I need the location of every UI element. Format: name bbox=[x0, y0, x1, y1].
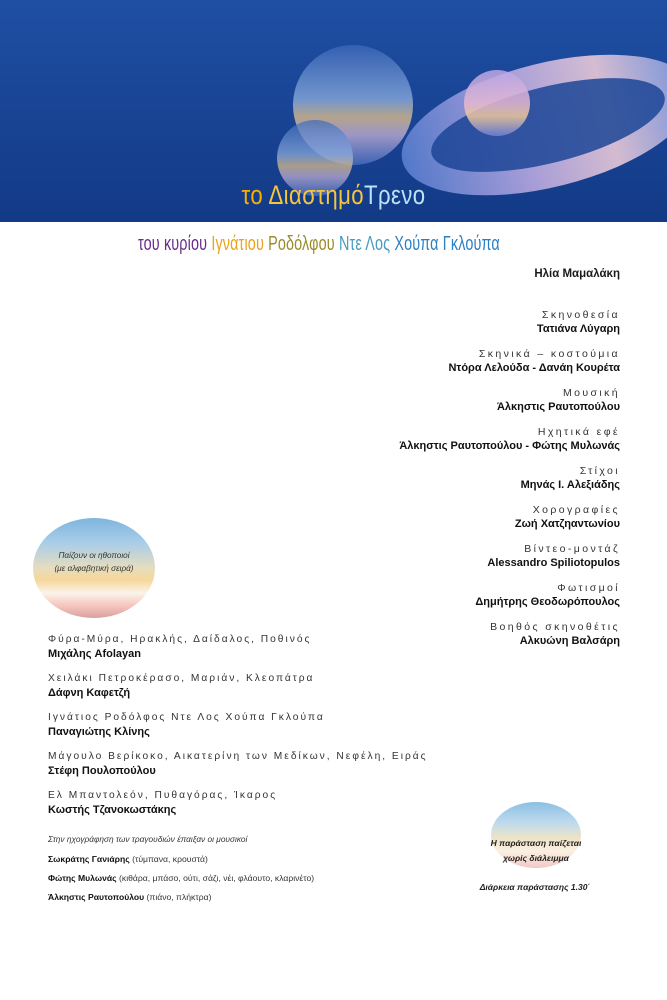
credit-person: Alessandro Spiliotopulos bbox=[487, 557, 620, 569]
credit-item bbox=[200, 386, 620, 415]
subtitle-part-2: Ιγνάτιου bbox=[211, 233, 264, 255]
cast-roles: Φύρα-Μύρα, Ηρακλής, Δαίδαλος, Ποθινός bbox=[48, 634, 312, 645]
cast-actor: Μιχάλης Afolayan bbox=[48, 648, 141, 660]
credit-role: Βίντεο-μοντάζ bbox=[524, 543, 620, 555]
credit-role: Ηχητικά εφέ bbox=[537, 426, 620, 438]
cast-roles: Μάγουλο Βερίκοκο, Αικατερίνη των Μεδίκων, Νεφέλη, Ειράς bbox=[48, 751, 428, 762]
cast-actor: Κωστής Τζανοκωστάκης bbox=[48, 804, 177, 816]
pink-bubble-shape bbox=[464, 70, 530, 136]
musician-name: Σωκράτης Γανιάρης bbox=[48, 854, 130, 864]
title-part-1: το bbox=[241, 180, 264, 210]
cast-heading-line-1: Παίζουν οι ηθοποιοί bbox=[58, 551, 130, 560]
cast-actor: Παναγιώτης Κλίνης bbox=[48, 726, 150, 738]
credit-person: Αλκυώνη Βαλσάρη bbox=[519, 635, 620, 647]
cast-item bbox=[48, 633, 468, 662]
credit-person: Ντόρα Λελούδα - Δανάη Κουρέτα bbox=[448, 362, 620, 374]
cast-roles: Ελ Μπαντολεόν, Πυθαγόρας, Ίκαρος bbox=[48, 790, 278, 801]
subtitle-part-4: Ντε Λος bbox=[338, 233, 391, 255]
credit-person: Μηνάς Ι. Αλεξιάδης bbox=[520, 479, 620, 491]
credit-person: Ζωή Χατζηαντωνίου bbox=[514, 518, 620, 530]
cast-roles: Ιγνάτιος Ροδόλφος Ντε Λος Χούπα Γκλούπα bbox=[48, 712, 325, 723]
credit-role: Σκηνικά – κοστούμια bbox=[478, 348, 620, 360]
musician-item bbox=[48, 888, 468, 907]
credits-list bbox=[200, 308, 620, 659]
cast-item bbox=[48, 750, 468, 779]
cast-roles: Χειλάκι Πετροκέρασο, Μαριάν, Κλεοπάτρα bbox=[48, 673, 315, 684]
cast-item bbox=[48, 672, 468, 701]
show-title bbox=[60, 180, 607, 211]
cast-actor: Δάφνη Καφετζή bbox=[48, 687, 131, 699]
title-part-3: Τρενο bbox=[364, 180, 426, 210]
musician-instruments: (πιάνο, πλήκτρα) bbox=[146, 892, 212, 902]
musicians-section bbox=[48, 834, 468, 907]
credit-item bbox=[200, 347, 620, 376]
subtitle-part-3: Ροδόλφου bbox=[268, 233, 335, 255]
title-part-2: Διαστημό bbox=[268, 180, 365, 210]
credit-role: Χορογραφίες bbox=[532, 504, 620, 516]
musician-name: Φώτης Μυλωνάς bbox=[48, 873, 117, 883]
subtitle-part-1: του κυρίου bbox=[138, 233, 208, 255]
credit-role: Στίχοι bbox=[579, 465, 620, 477]
musician-item bbox=[48, 850, 468, 869]
cast-item bbox=[48, 711, 468, 740]
note-line-2: χωρίς διάλειμμα bbox=[503, 853, 569, 863]
credit-person: Άλκηστις Ραυτοπούλου - Φώτης Μυλωνάς bbox=[399, 440, 620, 452]
musician-name: Άλκηστις Ραυτοπούλου bbox=[48, 892, 145, 902]
credit-role: Μουσική bbox=[562, 387, 620, 399]
credit-item bbox=[200, 425, 620, 454]
cast-item bbox=[48, 789, 468, 818]
credit-role: Βοηθός σκηνοθέτις bbox=[490, 621, 620, 633]
musician-instruments: (κιθάρα, μπάσο, ούτι, σάζι, νέι, φλάουτο, κλαρινέτο) bbox=[119, 873, 315, 883]
cast-list bbox=[48, 633, 468, 828]
subtitle-part-5: Χούπα Γκλούπα bbox=[394, 233, 500, 255]
duration-text: Διάρκεια παράστασης 1.30΄ bbox=[479, 882, 591, 892]
note-line-1: Η παράσταση παίζεται bbox=[490, 838, 582, 848]
musician-instruments: (τύμπανα, κρουστά) bbox=[132, 854, 208, 864]
cast-heading bbox=[34, 549, 154, 575]
author-name: Ηλία Μαμαλάκη bbox=[534, 268, 620, 280]
musician-item bbox=[48, 869, 468, 888]
show-subtitle bbox=[138, 233, 500, 256]
cast-actor: Στέφη Πουλοπούλου bbox=[48, 765, 156, 777]
credit-person: Άλκηστις Ραυτοπούλου bbox=[496, 401, 620, 413]
credit-item bbox=[200, 581, 620, 610]
cast-heading-line-2: (με αλφαβητική σειρά) bbox=[54, 564, 134, 573]
credit-item bbox=[200, 503, 620, 532]
credit-role: Φωτισμοί bbox=[557, 582, 620, 594]
musicians-heading: Στην ηχογράφηση των τραγουδιών έπαιξαν οι μουσικοί bbox=[48, 834, 248, 844]
credit-item bbox=[200, 542, 620, 571]
credit-person: Δημήτρης Θεοδωρόπουλος bbox=[475, 596, 620, 608]
credit-item bbox=[200, 464, 620, 493]
credit-person: Τατιάνα Λύγαρη bbox=[536, 323, 620, 335]
header-banner bbox=[0, 0, 667, 222]
intermission-note bbox=[468, 836, 604, 866]
credit-item bbox=[200, 308, 620, 337]
credit-role: Σκηνοθεσία bbox=[541, 309, 620, 321]
